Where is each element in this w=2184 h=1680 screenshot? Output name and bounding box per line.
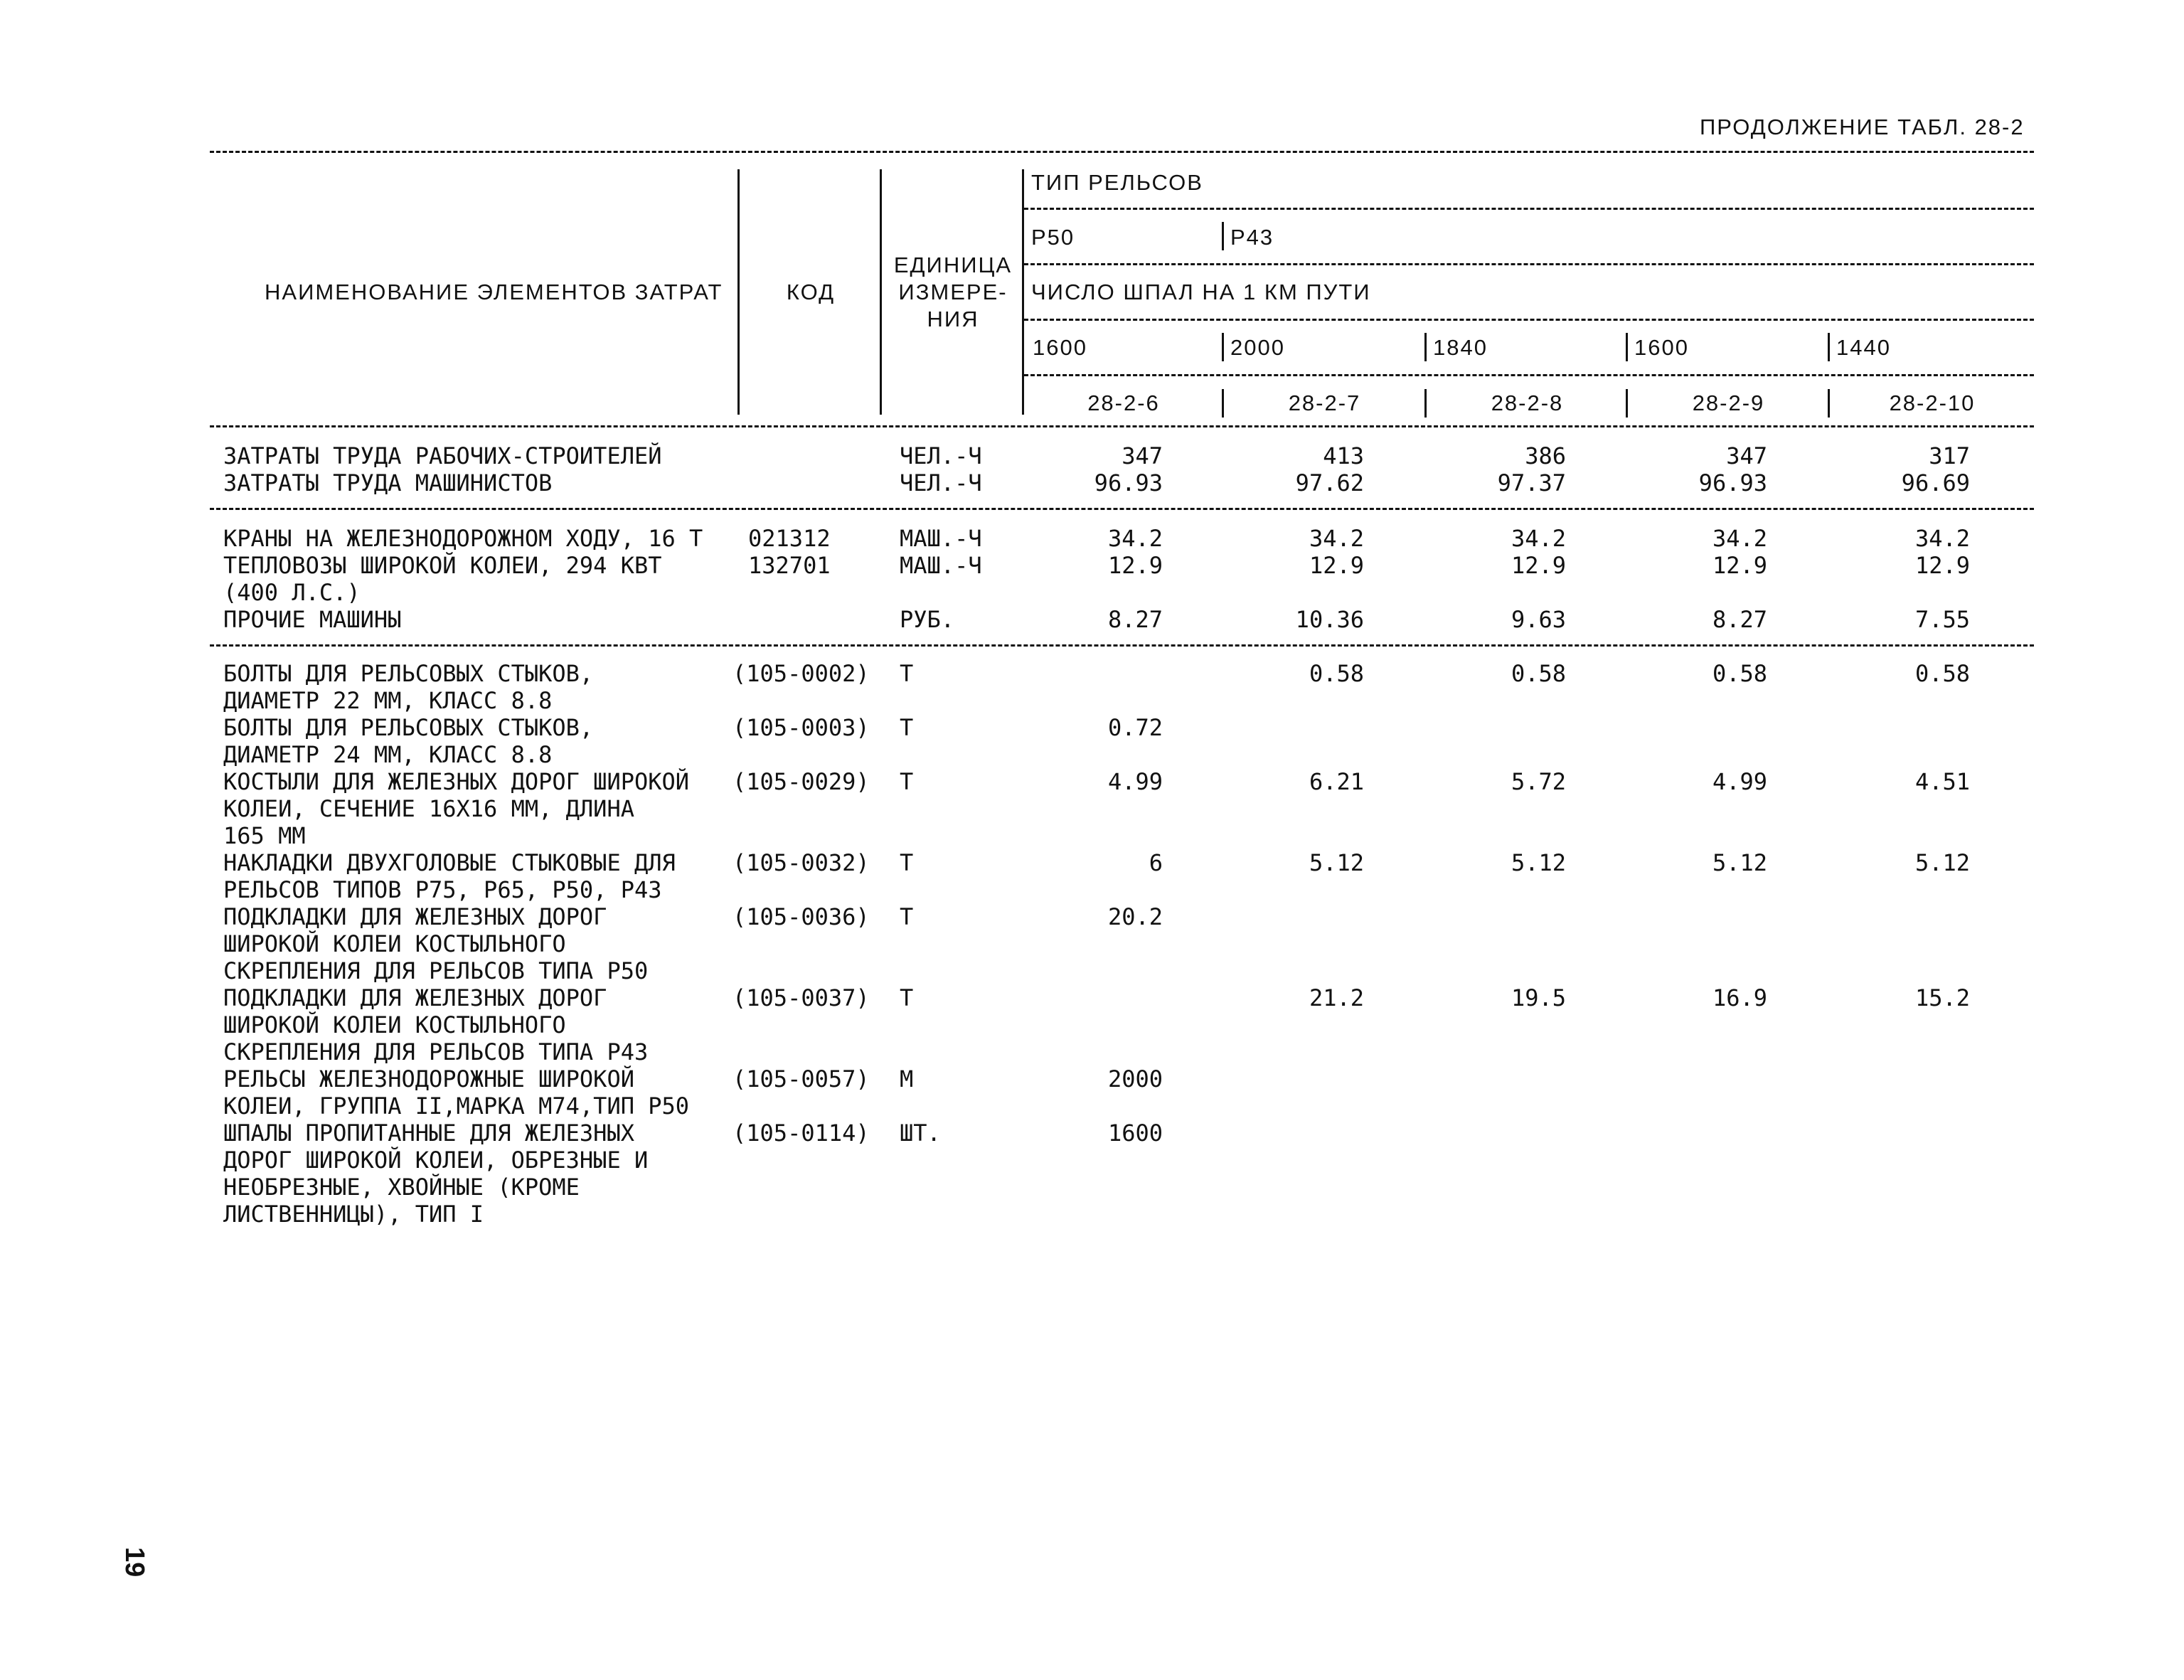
material-row-name-line: НЕОБРЕЗНЫЕ, ХВОЙНЫЕ (КРОМЕ <box>223 1174 580 1201</box>
material-row-name-line: ДИАМЕТР 24 ММ, КЛАСС 8.8 <box>223 741 553 768</box>
material-value-cell: 0.58 <box>1914 660 1970 687</box>
material-value-cell: 5.12 <box>1712 849 1767 876</box>
header-unit-line2: ИЗМЕРЕ- <box>898 280 1008 304</box>
machine-row-code: 132701 <box>748 552 831 579</box>
material-value-cell: 4.99 <box>1107 768 1163 795</box>
header-sleepers-per-km: ЧИСЛО ШПАЛ НА 1 КМ ПУТИ <box>1031 280 1371 304</box>
header-rail-type: ТИП РЕЛЬСОВ <box>1031 170 1203 195</box>
count-divider-1 <box>1222 333 1224 361</box>
material-row-code: (105-0057) <box>733 1065 870 1092</box>
material-row-name-line: РЕЛЬСОВ ТИПОВ Р75, Р65, Р50, Р43 <box>223 876 662 903</box>
header-norm-code-5: 28-2-10 <box>1889 390 1976 415</box>
material-row-name-line: РЕЛЬСЫ ЖЕЛЕЗНОДОРОЖНЫЕ ШИРОКОЙ <box>223 1065 634 1092</box>
labor-value-cell: 413 <box>1323 442 1364 469</box>
material-row-name-line: КОСТЫЛИ ДЛЯ ЖЕЛЕЗНЫХ ДОРОГ ШИРОКОЙ <box>223 768 690 795</box>
rail-kind-divider <box>1222 222 1224 250</box>
header-count-2: 2000 <box>1230 335 1285 360</box>
labor-value-cell: 347 <box>1726 442 1767 469</box>
labor-section-rule <box>210 508 2034 510</box>
header-count-1: 1600 <box>1033 335 1087 360</box>
machine-row-code: 021312 <box>748 525 831 552</box>
rule-under-sleepers <box>1024 319 2034 321</box>
header-norm-code-1: 28-2-6 <box>1087 390 1160 415</box>
material-value-cell: 0.58 <box>1309 660 1364 687</box>
header-norm-code-4: 28-2-9 <box>1692 390 1765 415</box>
header-rail-p43: Р43 <box>1230 225 1274 250</box>
material-row-unit: ШТ. <box>900 1120 941 1147</box>
machine-row-name: ТЕПЛОВОЗЫ ШИРОКОЙ КОЛЕИ, 294 КВТ <box>223 552 662 579</box>
material-value-cell: 19.5 <box>1511 984 1566 1011</box>
count-divider-2 <box>1424 333 1427 361</box>
material-row-name-line: ШИРОКОЙ КОЛЕИ КОСТЫЛЬНОГО <box>223 1011 566 1038</box>
labor-row-name: ЗАТРАТЫ ТРУДА РАБОЧИХ-СТРОИТЕЛЕЙ <box>223 442 662 469</box>
material-row-code: (105-0036) <box>733 903 870 930</box>
machine-value-cell: 34.2 <box>1309 525 1364 552</box>
machine-value-cell: 8.27 <box>1107 606 1163 633</box>
machine-row-name-continued: (400 Л.С.) <box>223 579 361 606</box>
material-row-unit: Т <box>900 714 914 741</box>
code-divider-1 <box>1222 389 1224 418</box>
material-row-name-line: ШИРОКОЙ КОЛЕИ КОСТЫЛЬНОГО <box>223 930 566 957</box>
material-row-unit: Т <box>900 849 914 876</box>
machine-value-cell: 34.2 <box>1914 525 1970 552</box>
header-unit-line1: ЕДИНИЦА <box>893 252 1013 277</box>
material-value-cell: 1600 <box>1107 1120 1163 1147</box>
machine-row-unit: МАШ.-Ч <box>900 552 982 579</box>
machine-row-unit: РУБ. <box>900 606 955 633</box>
labor-value-cell: 317 <box>1929 442 1970 469</box>
material-row-unit: Т <box>900 660 914 687</box>
machine-value-cell: 34.2 <box>1107 525 1163 552</box>
material-value-cell: 15.2 <box>1914 984 1970 1011</box>
machine-value-cell: 12.9 <box>1107 552 1163 579</box>
material-value-cell: 0.58 <box>1511 660 1566 687</box>
material-row-code: (105-0003) <box>733 714 870 741</box>
material-row-code: (105-0032) <box>733 849 870 876</box>
top-rule <box>210 151 2034 153</box>
material-row-name-line: БОЛТЫ ДЛЯ РЕЛЬСОВЫХ СТЫКОВ, <box>223 660 594 687</box>
material-row-name-line: ДИАМЕТР 22 ММ, КЛАСС 8.8 <box>223 687 553 714</box>
material-row-unit: Т <box>900 984 914 1011</box>
machine-value-cell: 12.9 <box>1511 552 1566 579</box>
values-col-divider <box>1022 169 1024 415</box>
unit-col-divider <box>880 169 882 415</box>
labor-value-cell: 96.69 <box>1901 469 1970 496</box>
material-value-cell: 4.99 <box>1712 768 1767 795</box>
machines-section-rule <box>210 644 2034 647</box>
table-continuation-title: ПРОДОЛЖЕНИЕ ТАБЛ. 28-2 <box>1700 115 2025 139</box>
machine-value-cell: 34.2 <box>1712 525 1767 552</box>
header-bottom-rule <box>210 425 2034 427</box>
header-name-column: НАИМЕНОВАНИЕ ЭЛЕМЕНТОВ ЗАТРАТ <box>265 280 723 304</box>
machine-value-cell: 8.27 <box>1712 606 1767 633</box>
material-row-code: (105-0037) <box>733 984 870 1011</box>
material-value-cell: 5.12 <box>1511 849 1566 876</box>
machine-value-cell: 7.55 <box>1914 606 1970 633</box>
header-unit-line3: НИЯ <box>927 307 979 331</box>
machine-value-cell: 9.63 <box>1511 606 1566 633</box>
labor-row-name: ЗАТРАТЫ ТРУДА МАШИНИСТОВ <box>223 469 553 496</box>
labor-row-unit: ЧЕЛ.-Ч <box>900 442 982 469</box>
material-row-name-line: КОЛЕИ, ГРУППА II,МАРКА М74,ТИП Р50 <box>223 1092 690 1120</box>
machine-value-cell: 10.36 <box>1295 606 1364 633</box>
material-row-name-line: КОЛЕИ, СЕЧЕНИЕ 16Х16 ММ, ДЛИНА <box>223 795 634 822</box>
header-norm-code-3: 28-2-8 <box>1491 390 1564 415</box>
machine-value-cell: 12.9 <box>1712 552 1767 579</box>
header-code-column: КОД <box>786 280 836 304</box>
material-row-name-line: НАКЛАДКИ ДВУХГОЛОВЫЕ СТЫКОВЫЕ ДЛЯ <box>223 849 676 876</box>
machine-value-cell: 12.9 <box>1309 552 1364 579</box>
header-norm-code-2: 28-2-7 <box>1288 390 1361 415</box>
header-count-5: 1440 <box>1836 335 1891 360</box>
material-value-cell: 6 <box>1149 849 1163 876</box>
material-value-cell: 0.58 <box>1712 660 1767 687</box>
machine-value-cell: 34.2 <box>1511 525 1566 552</box>
material-value-cell: 21.2 <box>1309 984 1364 1011</box>
material-value-cell: 16.9 <box>1712 984 1767 1011</box>
machine-row-name: КРАНЫ НА ЖЕЛЕЗНОДОРОЖНОМ ХОДУ, 16 Т <box>223 525 703 552</box>
material-row-name-line: ПОДКЛАДКИ ДЛЯ ЖЕЛЕЗНЫХ ДОРОГ <box>223 984 607 1011</box>
material-row-name-line: ДОРОГ ШИРОКОЙ КОЛЕИ, ОБРЕЗНЫЕ И <box>223 1147 649 1174</box>
material-value-cell: 5.12 <box>1309 849 1364 876</box>
code-col-divider <box>737 169 740 415</box>
material-value-cell: 4.51 <box>1914 768 1970 795</box>
count-divider-4 <box>1828 333 1830 361</box>
material-value-cell: 0.72 <box>1107 714 1163 741</box>
material-value-cell: 2000 <box>1107 1065 1163 1092</box>
rule-under-rail-kinds <box>1024 263 2034 265</box>
material-row-code: (105-0029) <box>733 768 870 795</box>
material-row-name-line: 165 ММ <box>223 822 306 849</box>
header-rail-p50: Р50 <box>1031 225 1075 250</box>
labor-value-cell: 386 <box>1525 442 1566 469</box>
header-count-4: 1600 <box>1634 335 1689 360</box>
labor-value-cell: 96.93 <box>1094 469 1163 496</box>
material-row-name-line: СКРЕПЛЕНИЯ ДЛЯ РЕЛЬСОВ ТИПА Р43 <box>223 1038 649 1065</box>
code-divider-4 <box>1828 389 1830 418</box>
material-row-code: (105-0114) <box>733 1120 870 1147</box>
material-row-name-line: ЛИСТВЕННИЦЫ), ТИП I <box>223 1201 484 1228</box>
material-row-code: (105-0002) <box>733 660 870 687</box>
header-count-3: 1840 <box>1433 335 1488 360</box>
material-value-cell: 6.21 <box>1309 768 1364 795</box>
material-row-name-line: БОЛТЫ ДЛЯ РЕЛЬСОВЫХ СТЫКОВ, <box>223 714 594 741</box>
labor-value-cell: 97.62 <box>1295 469 1364 496</box>
machine-value-cell: 12.9 <box>1914 552 1970 579</box>
material-value-cell: 20.2 <box>1107 903 1163 930</box>
material-value-cell: 5.72 <box>1511 768 1566 795</box>
material-row-name-line: ШПАЛЫ ПРОПИТАННЫЕ ДЛЯ ЖЕЛЕЗНЫХ <box>223 1120 634 1147</box>
machine-row-unit: МАШ.-Ч <box>900 525 982 552</box>
material-row-unit: Т <box>900 768 914 795</box>
material-row-name-line: СКРЕПЛЕНИЯ ДЛЯ РЕЛЬСОВ ТИПА Р50 <box>223 957 649 984</box>
material-row-name-line: ПОДКЛАДКИ ДЛЯ ЖЕЛЕЗНЫХ ДОРОГ <box>223 903 607 930</box>
labor-value-cell: 97.37 <box>1497 469 1566 496</box>
labor-value-cell: 347 <box>1122 442 1163 469</box>
material-row-unit: Т <box>900 903 914 930</box>
rule-under-rail-type <box>1024 208 2034 210</box>
machine-row-name: ПРОЧИЕ МАШИНЫ <box>223 606 402 633</box>
page-number: 19 <box>119 1547 149 1578</box>
code-divider-3 <box>1626 389 1628 418</box>
count-divider-3 <box>1626 333 1628 361</box>
material-row-unit: М <box>900 1065 914 1092</box>
material-value-cell: 5.12 <box>1914 849 1970 876</box>
code-divider-2 <box>1424 389 1427 418</box>
rule-under-counts <box>1024 374 2034 376</box>
labor-value-cell: 96.93 <box>1698 469 1767 496</box>
labor-row-unit: ЧЕЛ.-Ч <box>900 469 982 496</box>
